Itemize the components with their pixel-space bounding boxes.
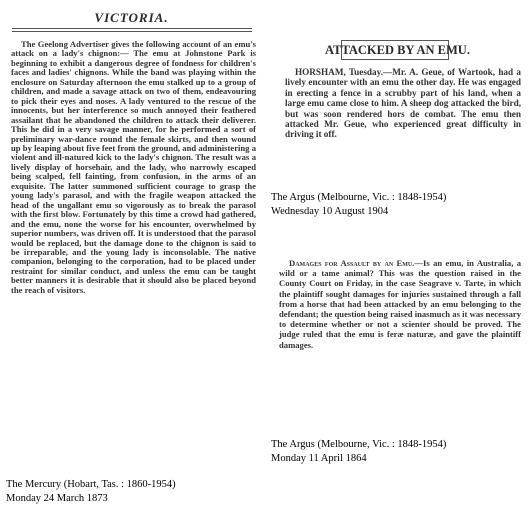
clipping-title: ATTACKED BY AN EMU. (325, 43, 470, 57)
caption-date: Wednesday 10 August 1904 (271, 206, 389, 217)
clipping-heading: Damages for Assault by an Emu. (289, 258, 415, 268)
caption-argus-1864 (271, 438, 446, 466)
caption-source: The Argus (Melbourne, Vic. : 1848-1954) (271, 192, 447, 203)
newspaper-clipping-mercury (4, 4, 259, 472)
clipping-body (285, 67, 521, 140)
clipping-paragraph: HORSHAM, Tuesday.—Mr. A. Geue, of Wartook, had a lively encounter with an emu the other day. He was engaged in erecting a fence in a scrubby part of his land, when a large emu came close to him. A sheep dog attacked the bird, but was soon rendered hors de combat. The emu then attacked Mr. Geue, who experienced great difficulty in driving it off. (285, 67, 521, 140)
caption-date: Monday 24 March 1873 (6, 493, 108, 504)
newspaper-clipping-argus-1904 (271, 40, 524, 188)
caption-argus-1904 (271, 191, 446, 219)
newspaper-clipping-argus-1864 (279, 258, 526, 426)
clipping-body (11, 40, 256, 295)
clipping-body (279, 258, 521, 350)
caption-source: The Argus (Melbourne, Vic. : 1848-1954) (271, 439, 447, 450)
caption-date: Monday 11 April 1864 (271, 453, 367, 464)
title-rule-top (12, 28, 252, 29)
clipping-paragraph: The Geelong Advertiser gives the following account of an emu's attack on a lady's chignon:— The emu at Johnstone Park is beginning to exhibit a dangerous degree of fondness for children's faces and ladies' chignons. While the band was playing within the enclosure on Saturday afternoon the emu stalked up to a group of children, and made a savage attack on two of them, endeavouring to pick their eyes and noses. A lady ventured to the rescue of the innocents, but her interference so much annoyed their feathered assailant that he abandoned the children to attack their deliverer. This he did in a very savage manner, for he performed a sort of preliminary war-dance round the female skirts, and then wound up by leaping about five feet from the ground, and administering a violent and ill-natured kick to the lady's chignon. The result was a lively display of horsehair, and the lady, who narrowly escaped being scalped, fell fainting, from confusion, in the arms of an exquisite. The latter summoned sufficient courage to grasp the young lady's parasol, and with the fragile weapon attacked the head of the ungallant emu so vigorously as to break the parasol with the first blow. Fortunately by this time a crowd had gathered, and the emu, none the worse for his encounter, overwhelmed by superior numbers, was driven off. It is understood that the parasol would be replaced, but the damage done to the chignon is said to be irreparable, and the young lady is inconsolable. The native companion, belonging to the corporation, had to be placed under restraint for similar conduct, and unless the emu can be taught better manners it is desirable that it should also be placed beyond the reach of visitors. (11, 39, 256, 295)
clipping-paragraph: —Is an emu, in Australia, a wild or a tame animal? This was the question raised in the County Court on Friday, in the case Seagrave v. Tarte, in which the plaintiff sought damages for injuries sustained through a fall from a horse that had been attacked by an emu belonging to the defendant; the question being raised inasmuch as it was necessary to determine whether or not a scienter should be proved. The judge ruled that the emu is feræ naturæ, and gave the plaintiff damages. (279, 258, 521, 350)
caption-mercury (6, 478, 176, 506)
caption-source: The Mercury (Hobart, Tas. : 1860-1954) (6, 479, 176, 490)
clipping-title: VICTORIA. (94, 10, 169, 25)
title-rule-bottom (12, 31, 252, 32)
